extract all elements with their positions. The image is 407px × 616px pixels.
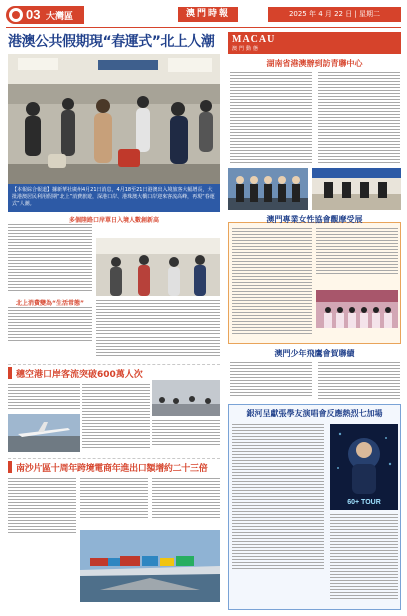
galaxy-body-col1 xyxy=(232,424,324,571)
women-headline: 澳門專業女性協會觀摩受展 xyxy=(266,215,363,224)
section-divider-2 xyxy=(8,458,220,459)
galaxy-poster-text: 60+ TOUR xyxy=(347,499,381,506)
lead-subhead-2: 北上消費變為“生活常態” xyxy=(16,300,84,307)
nansha-body-col2 xyxy=(80,478,148,520)
section-name: 大灣區 xyxy=(46,12,74,22)
youth-body-col1 xyxy=(230,362,312,398)
lead-body-col3 xyxy=(8,307,92,343)
visitors-body-col3 xyxy=(152,420,220,447)
youth-body-col2 xyxy=(318,362,400,401)
macau-banner-en: MACAU xyxy=(232,34,276,45)
galaxy-body-col2 xyxy=(330,514,398,601)
section-number: 03 xyxy=(26,7,41,22)
section-badge xyxy=(6,6,84,24)
galaxy-headline: 銀河呈獻張學友演唱會反應熱烈七加場 xyxy=(246,409,383,418)
lead-photo-caption: 【本報綜合報道】據新華社廣州4月21日消息，4月18至21日港澳出入境旅客大幅增長，大批港澳居民利用假期“北上”消費旅遊，深港口岸、港珠澳大橋口岸迎來客流高峰，再現“春運式”人潮。 xyxy=(8,184,220,212)
masthead xyxy=(0,0,407,30)
issue-date: 2025 年 4 月 22 日 | 星期二 xyxy=(268,7,401,22)
macau-banner xyxy=(228,32,401,54)
lead-body-col1 xyxy=(8,224,92,293)
lead-headline: 港澳公共假期現“春運式”北上人潮 xyxy=(8,34,215,50)
nansha-photo-port xyxy=(80,530,220,602)
nansha-headline: 南沙片區十周年跨境電商年進出口額增約二十三倍 xyxy=(16,464,208,474)
visitors-body-col2 xyxy=(82,384,150,450)
visitors-photo-terminal xyxy=(152,380,220,416)
visitors-headline: 穗空港口岸客流突破600萬人次 xyxy=(16,370,143,380)
lead-photo-crowd xyxy=(8,54,220,184)
hunan-headline: 湖南省港澳辦到訪青聯中心 xyxy=(266,59,363,68)
hunan-body-col1 xyxy=(230,72,312,165)
women-body-col1 xyxy=(232,228,312,336)
visitors-title-bar xyxy=(8,367,12,379)
nansha-title-bar xyxy=(8,461,12,473)
youth-headline: 澳門少年飛鷹會賀聯續 xyxy=(274,349,355,358)
lead-body-col4 xyxy=(96,337,220,358)
hunan-photo-meeting xyxy=(312,168,401,210)
header-rule xyxy=(6,27,401,28)
visitors-photo-airport xyxy=(8,414,80,452)
women-body-col2 xyxy=(316,228,398,276)
lead-photo-people xyxy=(96,238,220,296)
hunan-body-col2 xyxy=(318,72,400,165)
section-divider xyxy=(8,364,220,365)
lead-body-col2 xyxy=(96,300,220,336)
lead-subhead-1: 多個陸路口岸單日入境人數創新高 xyxy=(68,217,159,224)
section-dot-icon xyxy=(9,8,23,22)
nansha-body-col1 xyxy=(8,478,76,535)
nansha-body-col3 xyxy=(152,478,220,520)
hunan-photo-group xyxy=(228,168,308,210)
visitors-body-col1 xyxy=(8,384,80,411)
galaxy-poster xyxy=(330,424,398,510)
paper-logo: 澳門時報 xyxy=(178,7,238,22)
women-photo xyxy=(316,290,398,328)
macau-banner-sub: 澳門動態 xyxy=(232,46,261,52)
